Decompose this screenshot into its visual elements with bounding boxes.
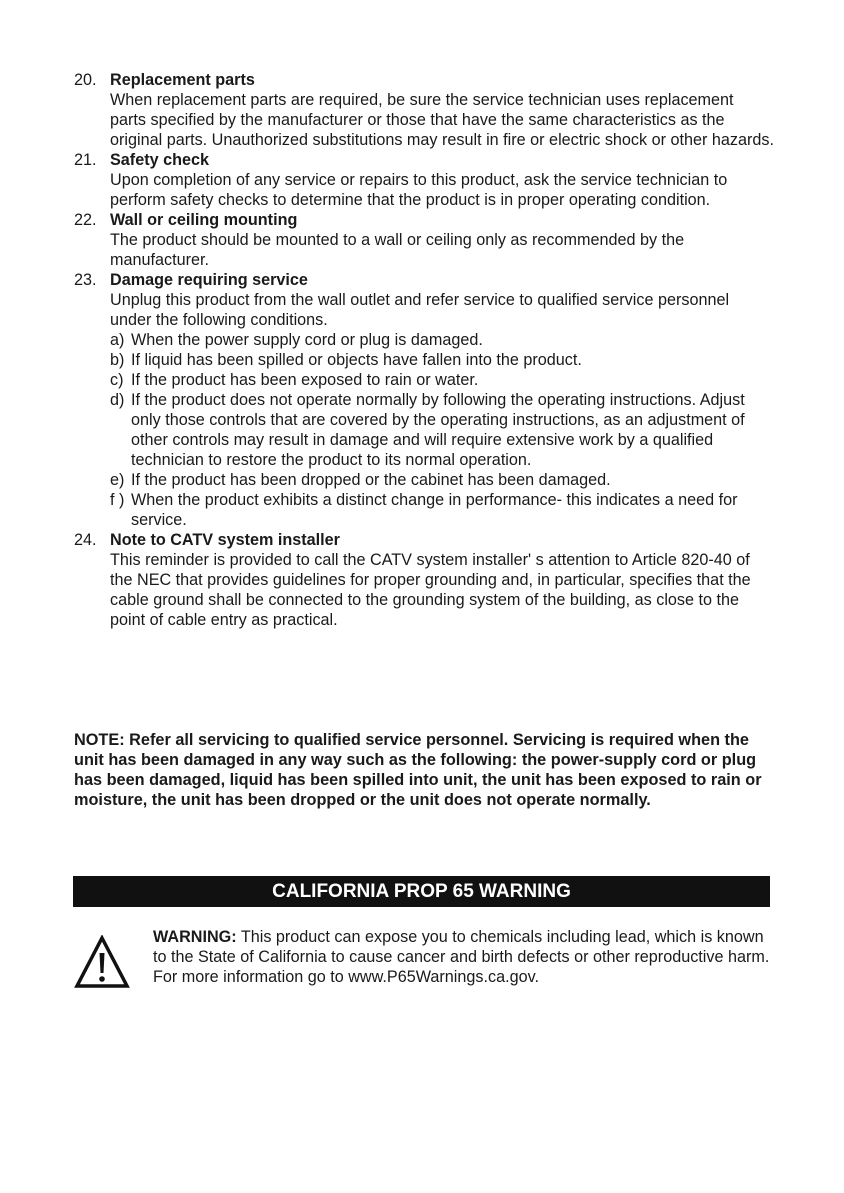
sub-item-label: a) <box>110 331 125 349</box>
sub-item <box>110 490 774 530</box>
list-item <box>74 530 774 630</box>
prop65-warning-text <box>153 927 773 987</box>
item-number: 20. <box>74 71 97 89</box>
list-item <box>74 70 774 150</box>
item-body: The product should be mounted to a wall or ceiling only as recommended by the manufacturer. <box>110 231 685 269</box>
item-number: 22. <box>74 211 97 229</box>
sub-item-label: f ) <box>110 491 125 509</box>
item-title: Wall or ceiling mounting <box>110 211 298 229</box>
sub-item-text: When the power supply cord or plug is damaged. <box>131 331 483 349</box>
item-number: 21. <box>74 151 97 169</box>
prop65-banner: CALIFORNIA PROP 65 WARNING <box>73 876 770 907</box>
item-body: When replacement parts are required, be sure the service technician uses replacement parts specified by the manufacturer or those that have the same characteristics as the original parts. Unauthorized substitutions may result in fire or electric shock or other hazards. <box>110 91 774 149</box>
sub-item <box>110 390 774 470</box>
sub-item-text: If liquid has been spilled or objects have fallen into the product. <box>131 351 582 369</box>
item-title: Damage requiring service <box>110 271 308 289</box>
item-body: This reminder is provided to call the CATV system installer' s attention to Article 820-40 of the NEC that provides guidelines for proper grounding and, in particular, specifies that the cable ground shall be connected to the grounding system of the building, as close to the point of cable entry as practical. <box>110 551 751 629</box>
item-title: Safety check <box>110 151 209 169</box>
sub-item-text: When the product exhibits a distinct change in performance- this indicates a need for service. <box>131 491 738 529</box>
item-title: Note to CATV system installer <box>110 531 340 549</box>
sub-item-text: If the product has been exposed to rain or water. <box>131 371 479 389</box>
item-number: 23. <box>74 271 97 289</box>
sub-item-text: If the product does not operate normally by following the operating instructions. Adjust only those controls that are covered by the operating instructions, as an adjustment of other controls may result in damage and will require extensive work by a qualified technician to restore the product to its normal operation. <box>131 391 745 469</box>
sub-item-text: If the product has been dropped or the cabinet has been damaged. <box>131 471 611 489</box>
warning-label: WARNING: <box>153 928 237 946</box>
warning-body: This product can expose you to chemicals including lead, which is known to the State of California to cause cancer and birth defects or other reproductive harm. For more information go to www.P65Warnings.ca.gov. <box>153 928 770 986</box>
sub-item <box>110 370 774 390</box>
safety-instructions-list <box>74 70 774 630</box>
list-item <box>74 270 774 530</box>
sub-item-label: e) <box>110 471 125 489</box>
sub-item <box>110 350 774 370</box>
item-body: Unplug this product from the wall outlet and refer service to qualified service personnel under the following conditions. <box>110 291 730 329</box>
item-number: 24. <box>74 531 97 549</box>
sub-item <box>110 470 774 490</box>
item-body: Upon completion of any service or repairs to this product, ask the service technician to perform safety checks to determine that the product is in proper operating condition. <box>110 171 728 209</box>
servicing-note: NOTE: Refer all servicing to qualified service personnel. Servicing is required when the unit has been damaged in any way such as the following: the power-supply cord or plug has been damaged, liquid has been spilled into unit, the unit has been exposed to rain or moisture, the unit has been dropped or the unit does not operate normally. <box>74 731 762 809</box>
list-item <box>74 150 774 210</box>
sub-item-label: d) <box>110 391 125 409</box>
item-title: Replacement parts <box>110 71 255 89</box>
sub-item <box>110 330 774 350</box>
warning-triangle-icon <box>74 935 130 989</box>
sub-item-label: c) <box>110 371 124 389</box>
list-item <box>74 210 774 270</box>
sub-item-label: b) <box>110 351 125 369</box>
